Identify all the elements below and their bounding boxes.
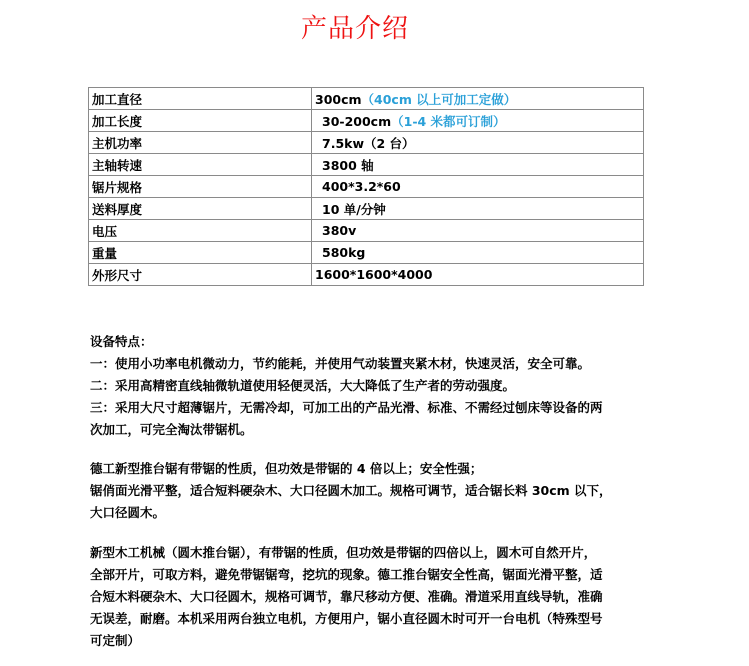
- spec-value: 400*3.2*60: [312, 176, 644, 198]
- feature-line: 二：采用高精密直线轴微轨道使用轻便灵活，大大降低了生产者的劳动强度。: [90, 378, 516, 393]
- spec-value: 580kg: [312, 242, 644, 264]
- table-row: [89, 220, 644, 242]
- spec-label: 电压: [89, 220, 312, 242]
- feature-line: 次加工，可完全淘汰带锯机。: [90, 422, 253, 437]
- table-row: [89, 110, 644, 132]
- spec-value: 7.5kw（2 台）: [312, 132, 644, 154]
- spec-note: （40cm 以上可加工定做）: [361, 91, 517, 107]
- spec-label: 主机功率: [89, 132, 312, 154]
- description-line: 新型木工机械（圆木推台锯），有带锯的性质，但功效是带锯的四倍以上，圆木可自然开片，: [90, 545, 597, 560]
- spec-label: 主轴转速: [89, 154, 312, 176]
- table-row: [89, 88, 644, 110]
- spec-label: 加工长度: [89, 110, 312, 132]
- spec-note: （1-4 米都可订制）: [391, 113, 506, 129]
- features-section: [90, 331, 650, 441]
- table-row: [89, 132, 644, 154]
- table-row: [89, 242, 644, 264]
- spec-value: 1600*1600*4000: [312, 264, 644, 286]
- table-row: [89, 264, 644, 286]
- spec-value: 10 单/分钟: [312, 198, 644, 220]
- spec-label: 送料厚度: [89, 198, 312, 220]
- description-paragraph-2: [90, 542, 650, 652]
- spec-value: 3800 轴: [312, 154, 644, 176]
- spec-label: 外形尺寸: [89, 264, 312, 286]
- spec-table: [88, 87, 644, 286]
- spec-value-text: 300cm: [315, 91, 362, 107]
- spec-label: 重量: [89, 242, 312, 264]
- description-line: 锯俏面光滑平整，适合短料硬杂木、大口径圆木加工。规格可调节，适合锯长料 30cm 以下，: [90, 483, 612, 498]
- spec-value: [312, 88, 644, 110]
- description-paragraph-1: [90, 458, 650, 524]
- description-line: 可定制）: [90, 633, 141, 648]
- description-line: 无误差，耐磨。本机采用两台独立电机，方便用户，锯小直径圆木时可开一台电机（特殊型号: [90, 611, 603, 626]
- feature-line: 三：采用大尺寸超薄锯片，无需冷却，可加工出的产品光滑、标准、不需经过刨床等设备的两: [90, 400, 603, 415]
- table-row: [89, 154, 644, 176]
- table-row: [89, 198, 644, 220]
- table-row: [89, 176, 644, 198]
- spec-value: 380v: [312, 220, 644, 242]
- description-line: 大口径圆木。: [90, 505, 166, 520]
- description-line: 全部开片，可取方料，避免带锯锯弯，挖坑的现象。德工推台锯安全性高，锯面光滑平整，适: [90, 567, 603, 582]
- spec-value-text: 30-200cm: [322, 113, 392, 129]
- spec-value: [312, 110, 644, 132]
- spec-label: 锯片规格: [89, 176, 312, 198]
- features-heading: 设备特点：: [90, 334, 153, 349]
- feature-line: 一：使用小功率电机微动力，节约能耗，并使用气动装置夹紧木材，快速灵活，安全可靠。: [90, 356, 591, 371]
- page-title: 产品介绍: [300, 14, 409, 44]
- description-line: 合短木料硬杂木、大口径圆木，规格可调节，靠尺移动方便、准确。滑道采用直线导轨，准确: [90, 589, 603, 604]
- description-line: 德工新型推台锯有带锯的性质，但功效是带锯的 4 倍以上；安全性强；: [90, 461, 483, 476]
- spec-label: 加工直径: [89, 88, 312, 110]
